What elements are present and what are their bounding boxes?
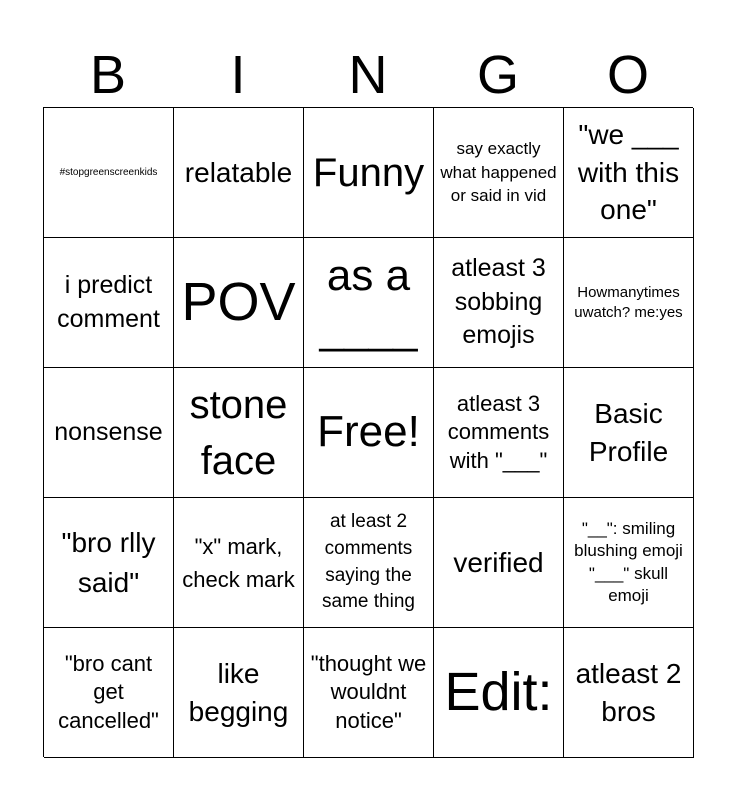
cell-text: "x" mark, check mark xyxy=(182,533,295,592)
cell-text: Free! xyxy=(317,407,420,457)
bingo-cell[interactable] xyxy=(44,628,174,758)
cell-text: "bro cant get cancelled" xyxy=(58,650,159,733)
header-letter-b: B xyxy=(89,45,127,105)
bingo-cell[interactable] xyxy=(44,108,174,238)
bingo-cell[interactable] xyxy=(434,108,564,238)
cell-text: i predict comment xyxy=(57,270,160,333)
bingo-cell[interactable] xyxy=(564,368,694,498)
cell-text: atleast 2 bros xyxy=(575,657,682,727)
bingo-cell[interactable] xyxy=(564,498,694,628)
header-letter-o: O xyxy=(606,45,649,105)
bingo-cell[interactable] xyxy=(434,368,564,498)
cell-text: say exactly what happened or said in vid xyxy=(440,138,557,206)
cell-text: "thought we wouldnt notice" xyxy=(310,650,427,733)
cell-text: #stopgreenscreenkids xyxy=(59,166,158,178)
bingo-cell[interactable] xyxy=(174,108,304,238)
cell-text: atleast 3 comments with "___" xyxy=(447,390,550,473)
cell-text: nonsense xyxy=(54,417,163,446)
bingo-cell[interactable] xyxy=(304,238,434,368)
bingo-cell[interactable] xyxy=(44,368,174,498)
cell-text: as a ____ xyxy=(319,250,418,353)
bingo-header xyxy=(43,44,693,106)
cell-text: relatable xyxy=(184,156,293,188)
bingo-cell[interactable] xyxy=(174,498,304,628)
bingo-cell[interactable] xyxy=(174,238,304,368)
bingo-cell[interactable] xyxy=(304,498,434,628)
cell-text: at least 2 comments saying the same thing xyxy=(322,511,415,613)
cell-text: verified xyxy=(453,546,544,578)
bingo-cell[interactable] xyxy=(434,628,564,758)
bingo-cell[interactable] xyxy=(304,628,434,758)
header-letter-i: I xyxy=(230,45,246,105)
cell-text: Funny xyxy=(312,150,425,195)
bingo-cell[interactable] xyxy=(434,238,564,368)
cell-text: "bro rlly said" xyxy=(61,527,156,598)
bingo-cell[interactable] xyxy=(44,238,174,368)
cell-text: "we ___ with this one" xyxy=(577,118,680,226)
cell-text: Basic Profile xyxy=(588,397,669,467)
bingo-cell[interactable] xyxy=(174,628,304,758)
header-letter-n: N xyxy=(348,45,388,105)
bingo-cell[interactable] xyxy=(174,368,304,498)
cell-text: like begging xyxy=(188,657,289,727)
cell-text: POV xyxy=(181,272,296,333)
bingo-cell[interactable] xyxy=(44,498,174,628)
cell-text: "__": smiling blushing emoji "___" skull emoji xyxy=(574,519,683,605)
header-letter-g: G xyxy=(476,45,519,105)
bingo-cell[interactable] xyxy=(564,628,694,758)
bingo-board xyxy=(43,107,693,757)
cell-text: stone face xyxy=(189,382,288,483)
cell-text: Edit: xyxy=(444,662,553,723)
cell-text: Howmanytimes uwatch? me:yes xyxy=(574,284,683,321)
bingo-cell[interactable] xyxy=(304,368,434,498)
bingo-cell[interactable] xyxy=(564,238,694,368)
bingo-cell[interactable] xyxy=(434,498,564,628)
bingo-cell[interactable] xyxy=(304,108,434,238)
cell-text: atleast 3 sobbing emojis xyxy=(451,253,546,350)
bingo-cell[interactable] xyxy=(564,108,694,238)
